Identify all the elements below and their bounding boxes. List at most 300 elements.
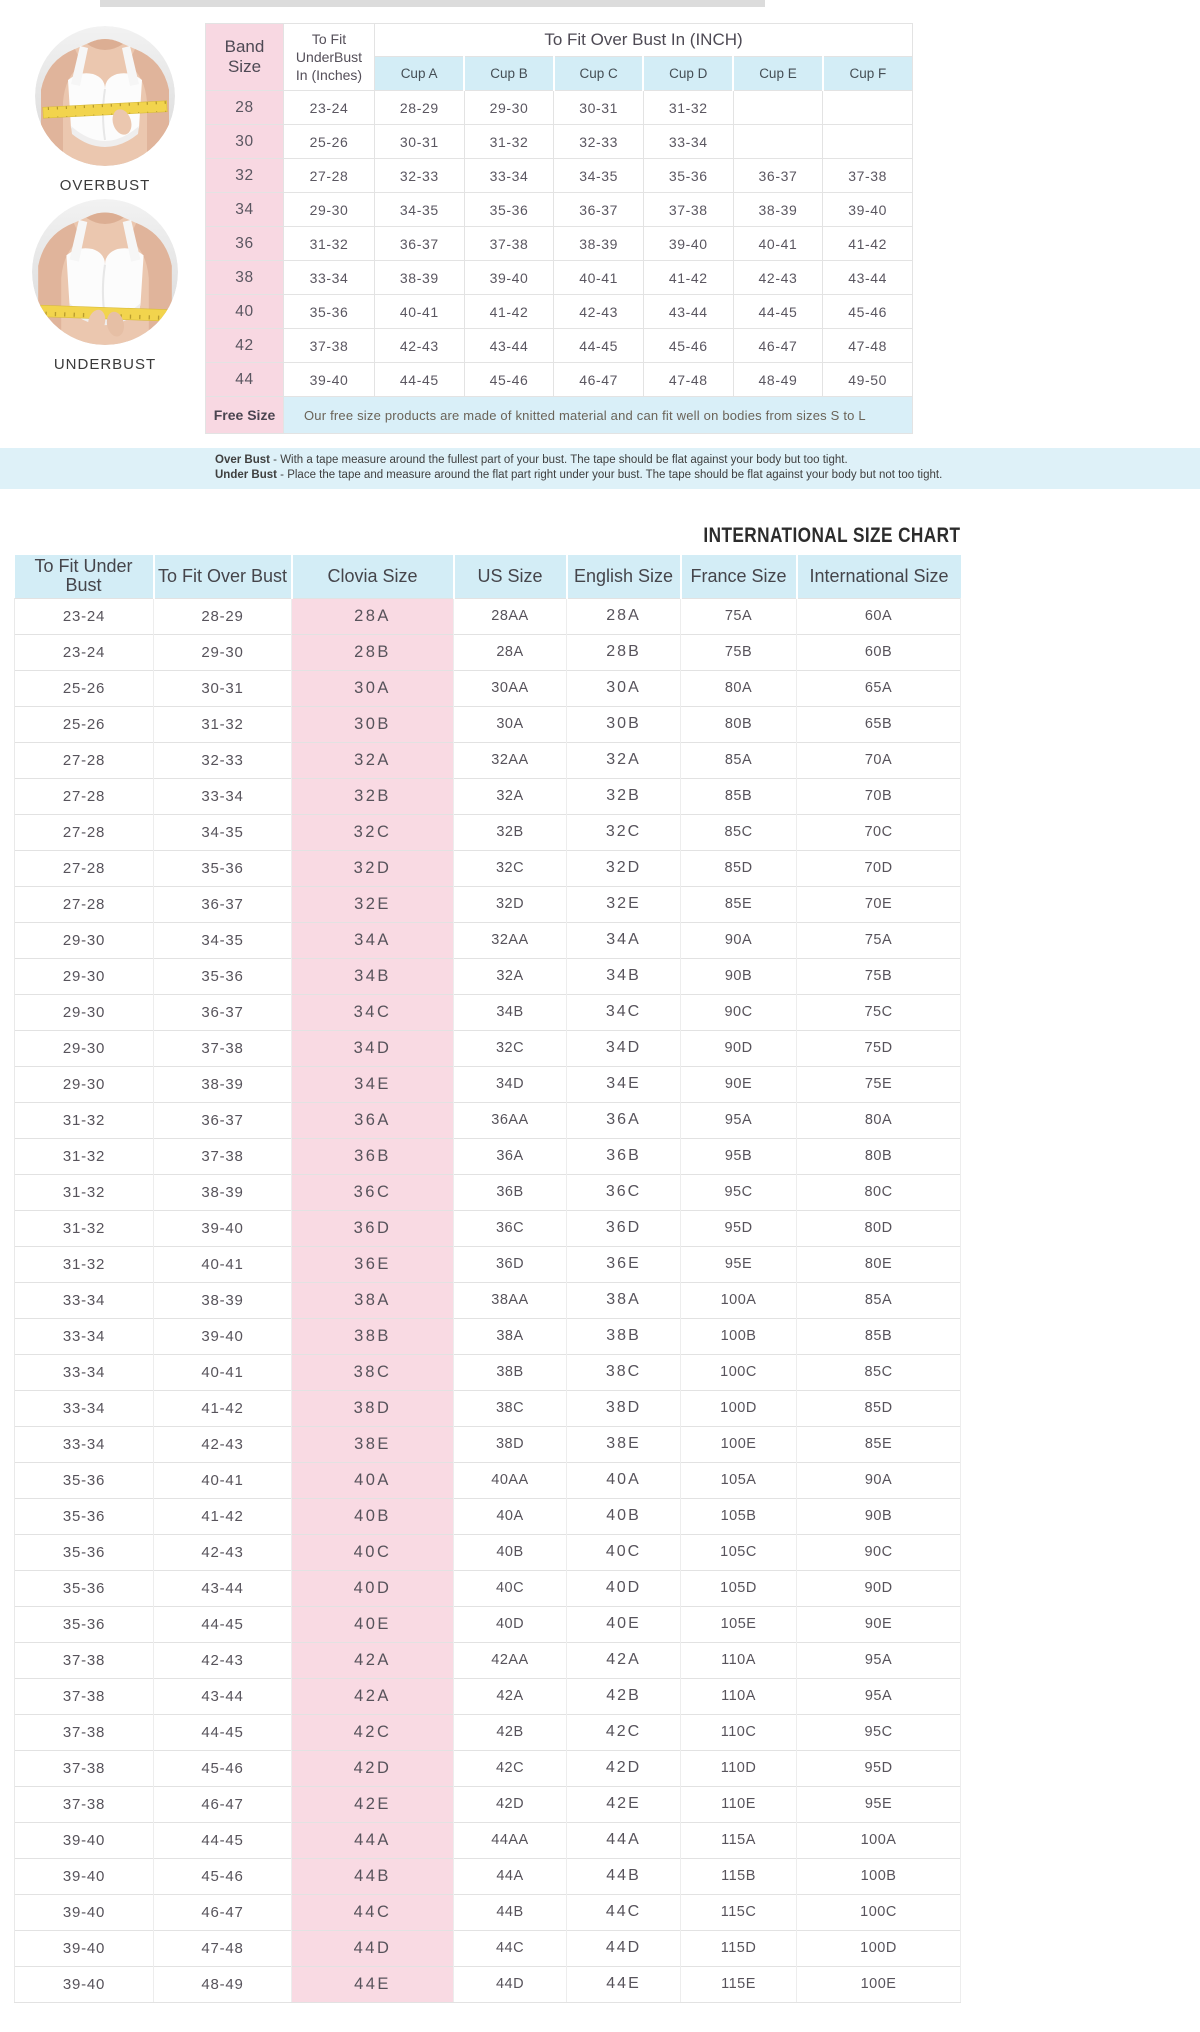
- table-cell: 65A: [797, 670, 961, 706]
- table-cell: 39-40: [643, 227, 733, 261]
- free-size-label: Free Size: [206, 397, 284, 434]
- table-cell: 30B: [292, 706, 454, 742]
- page-edge-strip: [100, 0, 765, 7]
- table-row: [15, 1678, 961, 1714]
- table-cell: 42-43: [154, 1426, 292, 1462]
- overbust-group-header: To Fit Over Bust In (INCH): [375, 24, 913, 57]
- table-cell: 32C: [292, 814, 454, 850]
- table-cell: 100D: [681, 1390, 797, 1426]
- table-cell: 27-28: [15, 814, 154, 850]
- table-row: [15, 994, 961, 1030]
- table-cell: 37-38: [15, 1750, 154, 1786]
- table-row: [206, 329, 913, 363]
- table-cell: 23-24: [15, 634, 154, 670]
- table-cell: 37-38: [15, 1678, 154, 1714]
- table-cell: 36A: [567, 1102, 681, 1138]
- table-cell: 45-46: [823, 295, 913, 329]
- table-cell: 36AA: [454, 1102, 567, 1138]
- table-cell: 31-32: [284, 227, 375, 261]
- table-cell: 100B: [797, 1858, 961, 1894]
- table-cell: 33-34: [15, 1318, 154, 1354]
- table-cell: 90B: [681, 958, 797, 994]
- table-cell: 38C: [454, 1390, 567, 1426]
- table-cell: 80E: [797, 1246, 961, 1282]
- table-cell: 100E: [681, 1426, 797, 1462]
- table-cell: 40C: [292, 1534, 454, 1570]
- table-cell: 85A: [681, 742, 797, 778]
- table-cell: 75A: [797, 922, 961, 958]
- table-cell: 27-28: [15, 886, 154, 922]
- table-cell: 38D: [292, 1390, 454, 1426]
- table-cell: 27-28: [284, 159, 375, 193]
- table-row: [15, 1606, 961, 1642]
- table-cell: 34A: [567, 922, 681, 958]
- table-cell: 34-35: [154, 814, 292, 850]
- international-size-table: [14, 555, 961, 2003]
- table-cell: 29-30: [154, 634, 292, 670]
- table-cell: 45-46: [154, 1750, 292, 1786]
- table-cell: 43-44: [154, 1570, 292, 1606]
- table-row: [15, 1858, 961, 1894]
- table-cell: 29-30: [15, 994, 154, 1030]
- table-cell: 85C: [681, 814, 797, 850]
- table-cell: 90E: [797, 1606, 961, 1642]
- table-row: [15, 598, 961, 634]
- col-header-france-size: France Size: [681, 555, 797, 598]
- table-cell: 40-41: [554, 261, 644, 295]
- table-cell: 31-32: [15, 1138, 154, 1174]
- cup-d-header: Cup D: [643, 57, 733, 91]
- cup-e-header: Cup E: [733, 57, 823, 91]
- table-cell: 36C: [567, 1174, 681, 1210]
- table-cell: 30B: [567, 706, 681, 742]
- table-cell: 105C: [681, 1534, 797, 1570]
- col-header-over-bust: To Fit Over Bust: [154, 555, 292, 598]
- table-cell: 44: [206, 363, 284, 397]
- table-cell: 36B: [454, 1174, 567, 1210]
- table-cell: 44C: [567, 1894, 681, 1930]
- table-cell: 39-40: [15, 1966, 154, 2002]
- table-cell: 38-39: [154, 1282, 292, 1318]
- table-row: [15, 1894, 961, 1930]
- underbust-note-text: - Place the tape and measure around the flat part right under your bust. The tape should be flat against your body but not too tight.: [276, 469, 943, 481]
- table-row: [15, 1642, 961, 1678]
- table-cell: 33-34: [464, 159, 554, 193]
- table-cell: 40A: [567, 1462, 681, 1498]
- table-row: [15, 1246, 961, 1282]
- table-cell: 31-32: [15, 1174, 154, 1210]
- table-cell: 33-34: [284, 261, 375, 295]
- table-cell: 38-39: [154, 1174, 292, 1210]
- table-cell: 75A: [681, 598, 797, 634]
- table-cell: 46-47: [154, 1894, 292, 1930]
- table-cell: 42B: [567, 1678, 681, 1714]
- table-cell: 42D: [454, 1786, 567, 1822]
- table-cell: 33-34: [15, 1426, 154, 1462]
- table-cell: 44D: [567, 1930, 681, 1966]
- table-cell: 95A: [681, 1102, 797, 1138]
- table-cell: 85D: [797, 1390, 961, 1426]
- table-cell: 34: [206, 193, 284, 227]
- cup-b-header: Cup B: [464, 57, 554, 91]
- table-cell: 95D: [681, 1210, 797, 1246]
- table-cell: 34E: [292, 1066, 454, 1102]
- table-cell: 44A: [292, 1822, 454, 1858]
- table-cell: 35-36: [643, 159, 733, 193]
- table-cell: [823, 91, 913, 125]
- table-cell: 32-33: [554, 125, 644, 159]
- table-cell: 40E: [567, 1606, 681, 1642]
- table-cell: 38-39: [154, 1066, 292, 1102]
- table-cell: 34-35: [375, 193, 465, 227]
- table-cell: 37-38: [154, 1030, 292, 1066]
- table-cell: 36-37: [554, 193, 644, 227]
- table-cell: 90C: [797, 1534, 961, 1570]
- table-cell: 100A: [681, 1282, 797, 1318]
- table-cell: 100C: [797, 1894, 961, 1930]
- table-cell: 70B: [797, 778, 961, 814]
- table-cell: 34D: [567, 1030, 681, 1066]
- overbust-note-text: - With a tape measure around the fullest part of your bust. The tape should be flat against your body but too tight.: [269, 454, 848, 466]
- table-cell: 36-37: [154, 1102, 292, 1138]
- table-cell: 37-38: [154, 1138, 292, 1174]
- table-row: [206, 91, 913, 125]
- table-cell: 38B: [567, 1318, 681, 1354]
- table-cell: 34C: [567, 994, 681, 1030]
- table-cell: 100E: [797, 1966, 961, 2002]
- table-cell: 31-32: [643, 91, 733, 125]
- table-cell: 42-43: [154, 1642, 292, 1678]
- table-cell: 40D: [454, 1606, 567, 1642]
- table-cell: 39-40: [15, 1822, 154, 1858]
- table-cell: 44-45: [154, 1822, 292, 1858]
- table-cell: 27-28: [15, 850, 154, 886]
- underbust-header: To Fit UnderBust In (Inches): [284, 24, 375, 91]
- overbust-note-label: Over Bust: [215, 454, 270, 466]
- table-cell: 95D: [797, 1750, 961, 1786]
- overbust-label: OVERBUST: [59, 177, 151, 194]
- band-cup-size-table: [205, 23, 913, 434]
- table-row: [15, 850, 961, 886]
- table-cell: 31-32: [154, 706, 292, 742]
- table-cell: 85C: [797, 1354, 961, 1390]
- table-cell: 48-49: [154, 1966, 292, 2002]
- table-row: [15, 1138, 961, 1174]
- table-cell: 80B: [797, 1138, 961, 1174]
- table-cell: 31-32: [15, 1246, 154, 1282]
- table-cell: 40-41: [154, 1354, 292, 1390]
- table-cell: 42A: [292, 1642, 454, 1678]
- table-cell: 42A: [567, 1642, 681, 1678]
- table-cell: 90E: [681, 1066, 797, 1102]
- table-cell: 30A: [567, 670, 681, 706]
- table-cell: 42-43: [375, 329, 465, 363]
- table-cell: 25-26: [284, 125, 375, 159]
- table-cell: 45-46: [643, 329, 733, 363]
- table-cell: 39-40: [15, 1894, 154, 1930]
- table-cell: 35-36: [154, 958, 292, 994]
- table-cell: 30A: [292, 670, 454, 706]
- table-cell: 38E: [292, 1426, 454, 1462]
- table-cell: 35-36: [15, 1462, 154, 1498]
- table-cell: 37-38: [15, 1714, 154, 1750]
- table-cell: 35-36: [154, 850, 292, 886]
- table-cell: 36D: [292, 1210, 454, 1246]
- table-cell: 39-40: [154, 1210, 292, 1246]
- table-cell: 85D: [681, 850, 797, 886]
- table-cell: 36-37: [733, 159, 823, 193]
- band-size-header: Band Size: [206, 24, 284, 91]
- table-cell: 32B: [567, 778, 681, 814]
- table-cell: 32C: [454, 850, 567, 886]
- table-cell: 25-26: [15, 706, 154, 742]
- table-row: [15, 1966, 961, 2002]
- table-cell: 30-31: [554, 91, 644, 125]
- table-cell: 75E: [797, 1066, 961, 1102]
- table-cell: 31-32: [15, 1210, 154, 1246]
- table-row: [15, 634, 961, 670]
- table-cell: 80A: [797, 1102, 961, 1138]
- table-cell: 42E: [567, 1786, 681, 1822]
- table-cell: 28-29: [154, 598, 292, 634]
- table-row: [15, 958, 961, 994]
- table-cell: 38D: [454, 1426, 567, 1462]
- table-cell: 85A: [797, 1282, 961, 1318]
- table-cell: 32AA: [454, 742, 567, 778]
- table-cell: 35-36: [284, 295, 375, 329]
- table-cell: 45-46: [464, 363, 554, 397]
- table-cell: 90D: [797, 1570, 961, 1606]
- table-cell: 34B: [292, 958, 454, 994]
- table-cell: 33-34: [154, 778, 292, 814]
- table-cell: 38B: [454, 1354, 567, 1390]
- table-cell: 38: [206, 261, 284, 295]
- table-cell: 115B: [681, 1858, 797, 1894]
- table-cell: 115D: [681, 1930, 797, 1966]
- table-cell: 95A: [797, 1678, 961, 1714]
- table-cell: 44-45: [733, 295, 823, 329]
- table-cell: 34E: [567, 1066, 681, 1102]
- measuring-notes-banner: [0, 448, 1200, 489]
- table-cell: 40D: [292, 1570, 454, 1606]
- table-cell: 34-35: [154, 922, 292, 958]
- table-row: [15, 814, 961, 850]
- table-cell: 34-35: [554, 159, 644, 193]
- table-cell: 44A: [567, 1822, 681, 1858]
- table-cell: 36-37: [154, 886, 292, 922]
- table-cell: 39-40: [15, 1930, 154, 1966]
- table-cell: 39-40: [154, 1318, 292, 1354]
- table-cell: 80A: [681, 670, 797, 706]
- table-row: [15, 1030, 961, 1066]
- table-cell: 36D: [454, 1246, 567, 1282]
- table-cell: 32D: [454, 886, 567, 922]
- col-header-international-size: International Size: [797, 555, 961, 598]
- table-row: [15, 1354, 961, 1390]
- table-cell: 43-44: [643, 295, 733, 329]
- table-cell: 32: [206, 159, 284, 193]
- table-cell: 32D: [292, 850, 454, 886]
- table-cell: 42A: [292, 1678, 454, 1714]
- table-cell: 95A: [797, 1642, 961, 1678]
- table-cell: 40-41: [733, 227, 823, 261]
- table-cell: 33-34: [643, 125, 733, 159]
- table-cell: 44A: [454, 1858, 567, 1894]
- table-cell: 70A: [797, 742, 961, 778]
- free-size-text: Our free size products are made of knitted material and can fit well on bodies from sizes S to L: [284, 397, 913, 434]
- table-cell: 30A: [454, 706, 567, 742]
- table-cell: 39-40: [15, 1858, 154, 1894]
- table-cell: 37-38: [15, 1642, 154, 1678]
- table-row: [15, 670, 961, 706]
- overbust-figure: [35, 26, 175, 194]
- table-cell: 43-44: [464, 329, 554, 363]
- table-cell: 44-45: [554, 329, 644, 363]
- table-cell: 33-34: [15, 1282, 154, 1318]
- table-row: [15, 922, 961, 958]
- table-cell: 35-36: [464, 193, 554, 227]
- table-cell: 35-36: [15, 1498, 154, 1534]
- table-cell: 37-38: [464, 227, 554, 261]
- table-cell: 90B: [797, 1498, 961, 1534]
- table-row: [15, 1066, 961, 1102]
- table-cell: 43-44: [154, 1678, 292, 1714]
- table-cell: 38AA: [454, 1282, 567, 1318]
- table-cell: 29-30: [15, 958, 154, 994]
- table-cell: 28: [206, 91, 284, 125]
- table-cell: 44-45: [154, 1606, 292, 1642]
- table-cell: [733, 125, 823, 159]
- table-cell: 40C: [567, 1534, 681, 1570]
- table-cell: 44C: [292, 1894, 454, 1930]
- col-header-under-bust: To Fit Under Bust: [15, 555, 154, 598]
- table-cell: 44-45: [375, 363, 465, 397]
- table-cell: 100B: [681, 1318, 797, 1354]
- table-cell: 32A: [292, 742, 454, 778]
- table-cell: 110C: [681, 1714, 797, 1750]
- table-cell: 44C: [454, 1930, 567, 1966]
- table-cell: 42E: [292, 1786, 454, 1822]
- table-cell: 37-38: [284, 329, 375, 363]
- table-cell: 29-30: [464, 91, 554, 125]
- table-cell: 85E: [797, 1426, 961, 1462]
- table-cell: 100A: [797, 1822, 961, 1858]
- table-row: [15, 1174, 961, 1210]
- table-cell: 44B: [292, 1858, 454, 1894]
- table-cell: 28A: [567, 598, 681, 634]
- table-cell: 36E: [292, 1246, 454, 1282]
- table-cell: 27-28: [15, 778, 154, 814]
- table-cell: 105A: [681, 1462, 797, 1498]
- table-cell: 105D: [681, 1570, 797, 1606]
- table-cell: 34A: [292, 922, 454, 958]
- table-cell: 29-30: [284, 193, 375, 227]
- table-cell: 47-48: [154, 1930, 292, 1966]
- table-cell: 30: [206, 125, 284, 159]
- table-row: [15, 1570, 961, 1606]
- table-cell: 30-31: [375, 125, 465, 159]
- table-cell: 40B: [567, 1498, 681, 1534]
- table-cell: 29-30: [15, 1030, 154, 1066]
- table-cell: 40B: [454, 1534, 567, 1570]
- table-cell: 44-45: [154, 1714, 292, 1750]
- underbust-note: [215, 468, 942, 483]
- table-cell: 75B: [681, 634, 797, 670]
- table-cell: 60B: [797, 634, 961, 670]
- table-cell: 30-31: [154, 670, 292, 706]
- table-row: [206, 261, 913, 295]
- table-cell: 43-44: [823, 261, 913, 295]
- table-cell: 29-30: [15, 1066, 154, 1102]
- table-cell: 70C: [797, 814, 961, 850]
- table-cell: 29-30: [15, 922, 154, 958]
- table-cell: [823, 125, 913, 159]
- table-row: [15, 1210, 961, 1246]
- table-cell: 27-28: [15, 742, 154, 778]
- table-cell: 31-32: [15, 1102, 154, 1138]
- table-row: [15, 1822, 961, 1858]
- table-row: [206, 193, 913, 227]
- table-cell: 28A: [292, 598, 454, 634]
- table-cell: 44AA: [454, 1822, 567, 1858]
- table-cell: 36A: [454, 1138, 567, 1174]
- table-cell: 45-46: [154, 1858, 292, 1894]
- table-cell: 44B: [454, 1894, 567, 1930]
- table-cell: 100D: [797, 1930, 961, 1966]
- table-cell: 42D: [292, 1750, 454, 1786]
- table-cell: 39-40: [464, 261, 554, 295]
- table-cell: 70E: [797, 886, 961, 922]
- table-cell: 36-37: [154, 994, 292, 1030]
- table-row: [15, 1714, 961, 1750]
- table-cell: 42C: [567, 1714, 681, 1750]
- col-header-clovia-size: Clovia Size: [292, 555, 454, 598]
- table-cell: 39-40: [823, 193, 913, 227]
- table-row: [206, 363, 913, 397]
- table-cell: 32C: [454, 1030, 567, 1066]
- underbust-note-label: Under Bust: [215, 469, 277, 481]
- table-cell: 115E: [681, 1966, 797, 2002]
- table-cell: 28-29: [375, 91, 465, 125]
- table-cell: 41-42: [464, 295, 554, 329]
- table-cell: 95B: [681, 1138, 797, 1174]
- table-cell: 85B: [681, 778, 797, 814]
- col-header-us-size: US Size: [454, 555, 567, 598]
- table-cell: 42: [206, 329, 284, 363]
- table-cell: 38-39: [554, 227, 644, 261]
- table-cell: 34B: [567, 958, 681, 994]
- table-cell: 40E: [292, 1606, 454, 1642]
- table-cell: 47-48: [823, 329, 913, 363]
- table-row: [15, 1282, 961, 1318]
- table-cell: 44E: [567, 1966, 681, 2002]
- table-cell: 37-38: [15, 1786, 154, 1822]
- table-cell: 42C: [292, 1714, 454, 1750]
- table-cell: 42-43: [154, 1534, 292, 1570]
- table-cell: 44D: [454, 1966, 567, 2002]
- table-cell: 35-36: [15, 1570, 154, 1606]
- table-cell: 38C: [292, 1354, 454, 1390]
- table-cell: 90A: [681, 922, 797, 958]
- table-cell: 42C: [454, 1750, 567, 1786]
- table-cell: 95C: [797, 1714, 961, 1750]
- table-cell: 80D: [797, 1210, 961, 1246]
- cup-f-header: Cup F: [823, 57, 913, 91]
- international-size-chart-title: INTERNATIONAL SIZE CHART: [703, 524, 960, 547]
- table-cell: 31-32: [464, 125, 554, 159]
- underbust-figure: [32, 199, 178, 373]
- table-cell: 34B: [454, 994, 567, 1030]
